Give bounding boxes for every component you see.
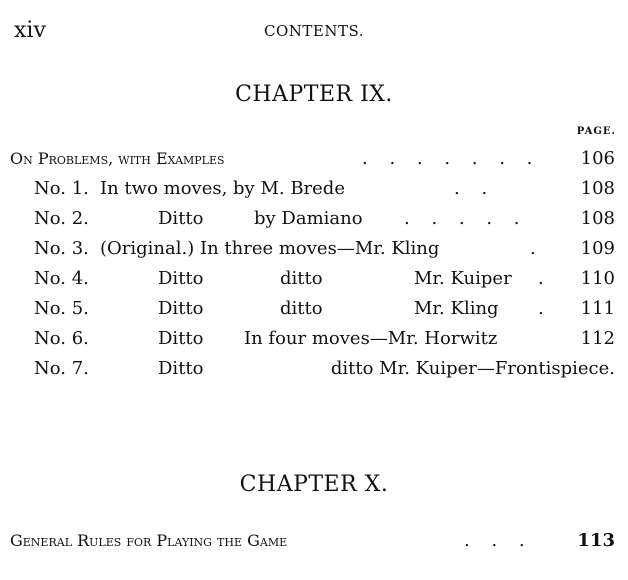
toc-entry-leader: . . . xyxy=(464,530,533,551)
toc-entry-general-rules xyxy=(10,530,615,552)
problem-description: Ditto xyxy=(158,208,204,229)
problem-description: Ditto xyxy=(158,268,204,289)
problem-author: ditto Mr. Kuiper—Frontispiece. xyxy=(330,358,615,379)
problem-page: 111 xyxy=(580,298,615,319)
problem-description: Ditto xyxy=(158,358,204,379)
toc-problem-row xyxy=(34,328,615,350)
problem-description: In two moves, by M. Brede xyxy=(100,178,345,199)
problem-number: No. 5. xyxy=(34,298,89,319)
problem-description: Ditto xyxy=(158,328,204,349)
chapter-ix-heading: CHAPTER IX. xyxy=(235,82,393,107)
toc-problem-row xyxy=(34,268,615,290)
problem-description: Ditto xyxy=(158,298,204,319)
toc-entry-title: General Rules for Playing the Game xyxy=(10,531,288,550)
problem-number: No. 2. xyxy=(34,208,89,229)
toc-entry-page: 113 xyxy=(577,530,615,551)
toc-entry-leader: . xyxy=(538,298,552,319)
problem-page: 109 xyxy=(580,238,615,259)
toc-entry-leader: . xyxy=(538,268,552,289)
toc-entry-leader: . . xyxy=(454,178,496,199)
toc-problem-row xyxy=(34,208,615,230)
page-column-label: PAGE. xyxy=(576,126,616,137)
toc-entry-leader: . xyxy=(530,238,544,259)
problem-ditto: ditto xyxy=(280,298,323,319)
problem-author: Mr. Kling xyxy=(414,298,499,319)
toc-entry-title: On Problems, with Examples xyxy=(10,149,225,168)
problem-number: No. 6. xyxy=(34,328,89,349)
problem-author: Mr. Kuiper xyxy=(414,268,512,289)
toc-entry-on-problems xyxy=(10,148,615,170)
toc-entry-leader: . . . . . . . xyxy=(362,148,541,169)
toc-entry-leader: . . . . . xyxy=(404,208,528,229)
problem-number: No. 7. xyxy=(34,358,89,379)
problem-page: 110 xyxy=(580,268,615,289)
running-head: CONTENTS. xyxy=(264,22,364,40)
problem-page: 108 xyxy=(580,178,615,199)
toc-entry-page: 106 xyxy=(580,148,615,169)
toc-problem-row xyxy=(34,298,615,320)
page-number: xiv xyxy=(14,18,46,43)
problem-description: (Original.) In three moves—Mr. Kling xyxy=(100,238,440,259)
toc-problem-row xyxy=(34,358,615,380)
problem-number: No. 3. xyxy=(34,238,89,259)
problem-author: by Damiano xyxy=(254,208,363,229)
toc-problem-row xyxy=(34,238,615,260)
problem-number: No. 1. xyxy=(34,178,89,199)
toc-problem-row xyxy=(34,178,615,200)
chapter-x-heading: CHAPTER X. xyxy=(239,472,389,497)
problem-ditto: ditto xyxy=(280,268,323,289)
problem-page: 112 xyxy=(580,328,615,349)
problem-page: 108 xyxy=(580,208,615,229)
problem-author: In four moves—Mr. Horwitz xyxy=(244,328,498,349)
problem-number: No. 4. xyxy=(34,268,89,289)
